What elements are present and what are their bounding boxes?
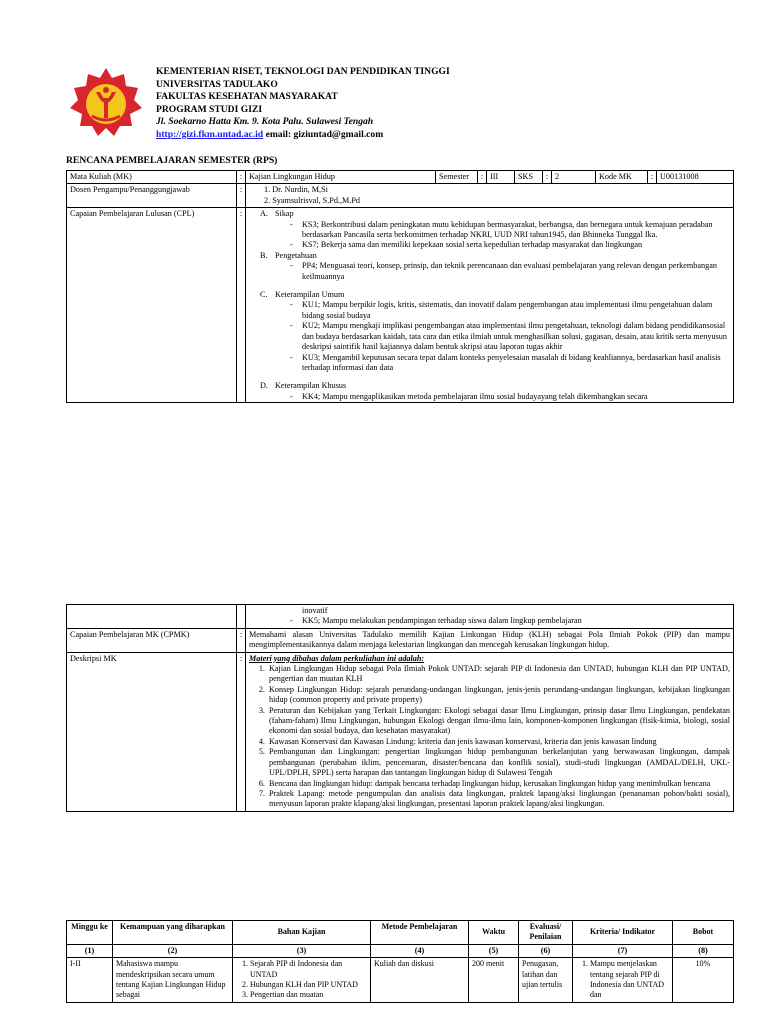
- cpl-item: - KS7; Bekerja sama dan memiliki kepekaan sosial serta kepedulian terhadap masyarakat dan lingkungan: [290, 240, 730, 250]
- cpl-section-d: D. Keterampilan Khusus - KK4; Mampu mengaplikasikan metoda pembelajaran ilmu sosial budayayang telah dikembangkan secara: [260, 381, 730, 402]
- schedule-index-row: (1) (2) (3) (4) (5) (6) (7) (8): [67, 944, 734, 957]
- sks-label: SKS: [515, 171, 543, 184]
- cpl-item: - PP4; Menguasai teori, konsep, prinsip, dan teknik perencanaan dan evaluasi pembelajaran yang relevan dengan perkembangan keilmuannya: [290, 261, 730, 282]
- mk-label: Mata Kuliah (MK): [67, 171, 237, 184]
- continued-line: inovatif: [302, 606, 328, 615]
- col-header: Evaluasi/ Penilaian: [519, 921, 573, 945]
- header-program: PROGRAM STUDI GIZI: [156, 103, 263, 115]
- cpl-item: - KS3; Berkontribusi dalam peningkatan mutu kehidupan bermasyarakat, berbangsa, dan bernegara untuk kemajuan peradaban berdasarkan Pancasila serta berkomitmen terhadap NKRI, UUD NRI tahun1945, dan Bhinneka Tunggal Ika.: [290, 220, 730, 241]
- bahan-cell: [233, 958, 371, 1003]
- kemampuan-cell: Mahasiswa mampu mendeskripsikan secara umum tentang Kajian Lingkungan Hidup sebagai: [113, 958, 233, 1003]
- cpmk-label: Capaian Pembelajaran MK (CPMK): [67, 628, 237, 652]
- kriteria-cell: [573, 958, 673, 1003]
- metode-cell: Kuliah dan diskusi: [371, 958, 469, 1003]
- bobot-cell: 10%: [673, 958, 734, 1003]
- cpl-section-b: B. Pengetahuan - PP4; Menguasai teori, konsep, prinsip, dan teknik perencanaan dan evaluasi pembelajaran yang relevan dengan perkembangan keilmuannya: [260, 251, 730, 282]
- cpmk-text: Memahami alasan Universitas Tadulako memilih Kajian Linkungan Hidup (KLH) sebagai Pola Ilmiah Pokok (PIP) dan mampu mengimplementasikannya dalam menjaga kelestarian lingkungan dan mencegah kerusakan lingkungan hidup.: [246, 628, 734, 652]
- deskripsi-item: 2. Konsep Lingkungan Hidup: sejarah perundang-undangan lingkungan, jenis-jenis perundang-undangan lingkungan, kebijakan lingkungan hidup (common property and private property): [267, 685, 730, 706]
- course-info-table: [66, 170, 734, 403]
- course-row: Mata Kuliah (MK) : Kajian Lingkungan Hidup Semester : III SKS : 2 Kode MK : U00131008: [67, 171, 734, 184]
- deskripsi-label: Deskripsi MK: [67, 652, 237, 811]
- header-address: Jl. Soekarno Hatta Km. 9. Kota Palu. Sulawesi Tengah: [156, 116, 374, 128]
- deskripsi-item: 7. Praktek Lapang: metode pengumpulan dan analisis data lingkungan, praktek lapang/aksi lingkungan (penanaman pohon/bakti sosial), menyusun laporan prakte klapang/aksi lingkungan, presentasi laporan praktek lapang/aksi lingkungan.: [267, 789, 730, 810]
- deskripsi-heading: Materi yang dibahas dalam perkuliahan ini adalah:: [249, 653, 425, 663]
- col-header: Bahan Kajian: [233, 921, 371, 945]
- header-ministry: KEMENTERIAN RISET, TEKNOLOGI DAN PENDIDIKAN TINGGI: [156, 66, 450, 77]
- week-cell: I-II: [67, 958, 113, 1003]
- deskripsi-item: 6. Bencana dan lingkungan hidup: dampak bencana terhadap lingkungan hidup, kerusakan lingkungan hidup yang menimbulkan bencana: [267, 779, 730, 789]
- bahan-item: 3. Pengertian dan muatan: [250, 990, 367, 1000]
- deskripsi-item: 3. Peraturan dan Kebijakan yang Terkait Lingkungan: Ekologi sebagai dasar Ilmu Lingkungan, prinsip dasar Ilmu Lingkungan, pendekatan (faham-faham) Ilmu Lingkungan, hubungan Ekologi dengan ilmu-ilmu lain, komponen-komponen lingkungan (fisik-kimia, biologi, sosial ekonomi dan sosial budaya, dan kesehatan masyarakat): [267, 706, 730, 737]
- dosen-label: Dosen Pengampu/Penanggungjawab: [67, 184, 237, 208]
- header-faculty: FAKULTAS KESEHATAN MASYARAKAT: [156, 91, 338, 103]
- cpl-item: - KU1; Mampu berpikir logis, kritis, sistematis, dan inovatif dalam pengembangan atau implementasi ilmu pengetahuan dalam bidang sosial budaya: [290, 300, 730, 321]
- semester-value: III: [487, 171, 515, 184]
- col-header: Kemampuan yang diharapkan: [113, 921, 233, 945]
- deskripsi-row: Deskripsi MK : Materi yang dibahas dalam perkuliahan ini adalah: 1. Kajian Lingkungan Hidup sebagai Pola Ilmiah Pokok UNTAD: sejarah PIP di Indonesia dan UNTAD, hubungan KLH dan PIP UNTAD, pengertian dan muatan KLH 2. Konsep Lingkungan Hidup: sejarah perundang-undangan lingkungan, jenis-jenis perundang-undangan lingkungan, kebijakan lingkungan hidup (common property and private property) 3. Peraturan dan Kebijakan yang Terkait Lingkungan: Ekologi sebagai dasar Ilmu Lingkungan, prinsip dasar Ilmu Lingkungan, pendekatan (faham-faham) Ilmu Lingkungan, hubungan Ekologi dengan ilmu-ilmu lain, komponen-komponen lingkungan (fisik-kimia, biologi, sosial ekonomi dan sosial budaya, dan kesehatan masyarakat) 4. Kawasan Konservasi dan Kawasan Lindung: kriteria dan jenis kawasan konservasi, kriteria dan jenis kawasan lindung 5. Pembangunan dan Lingkungan: pengertian lingkungan hidup pembangunan berkelanjutan yang berwawasan lingkungan, dampak pembangunan (perubahan iklim, pencemaran, disaster/bencana dan konflik sosial), studi-studi lingkungan (AMDAL/DELH, UKL-UPL/DPLH, SPPL) serta harapan dan tantangan lingkungan hidup di Sulawesi Tengah 6. Bencana dan lingkungan hidup: dampak bencana terhadap lingkungan hidup, kerusakan lingkungan hidup yang menimbulkan bencana 7. Praktek Lapang: metode pengumpulan dan analisis data lingkungan, praktek lapang/aksi lingkungan (penanaman pohon/bakti sosial), menyusun laporan prakte klapang/aksi lingkungan, presentasi laporan praktek lapang/aksi lingkungan.: [67, 652, 734, 811]
- col-header: Bobot: [673, 921, 734, 945]
- header-university: UNIVERSITAS TADULAKO: [156, 78, 278, 90]
- deskripsi-item: 1. Kajian Lingkungan Hidup sebagai Pola Ilmiah Pokok UNTAD: sejarah PIP di Indonesia dan UNTAD, hubungan KLH dan PIP UNTAD, pengertian dan muatan KLH: [267, 664, 730, 685]
- col-header: Kriteria/ Indikator: [573, 921, 673, 945]
- sks-value: 2: [552, 171, 596, 184]
- university-logo: [68, 64, 144, 140]
- mk-value: Kajian Lingkungan Hidup: [246, 171, 436, 184]
- course-description-table: [66, 604, 734, 812]
- deskripsi-content: [246, 652, 734, 811]
- dosen-item: 1. Dr. Nurdin, M,Si: [264, 185, 328, 195]
- cpl-item: - KU2; Mampu mengkaji implikasi pengembangan atau implementasi ilmu pengetahuan, teknologi dalam bidang pendidikansosial dan budaya berdasarkan kaidah, tata cara dan etika ilmiah untuk menghasilkan solusi, gagasan, desain, atau kritik serta menyusun deskripsi saintifik hasil kajiannya dalam bentuk skripsi atau laporan tugas akhir: [290, 321, 730, 352]
- cpl-item: - KU3; Mengambil keputusan secara tepat dalam konteks penyelesaian masalah di bidang keahliannya, berdasarkan hasil analisis terhadap informasi dan data: [290, 353, 730, 374]
- dosen-list: [246, 184, 734, 208]
- institution-header: [156, 66, 450, 142]
- waktu-cell: 200 menit: [469, 958, 519, 1003]
- cpl-item: - KK4; Mampu mengaplikasikan metoda pembelajaran ilmu sosial budayayang telah dikembangkan secara: [290, 392, 730, 402]
- bahan-item: 1. Sejarah PIP di Indonesia dan UNTAD: [250, 959, 367, 980]
- cpl-content: [246, 208, 734, 403]
- cpl-item: - KK5; Mampu melakukan pendampingan terhadap siswa dalam lingkup pembelajaran: [290, 616, 730, 626]
- col-header: Waktu: [469, 921, 519, 945]
- cpl-section-c: C. Keterampilan Umum - KU1; Mampu berpikir logis, kritis, sistematis, dan inovatif dalam pengembangan atau implementasi ilmu pengetahuan dalam bidang sosial budaya - KU2; Mampu mengkaji implikasi pengembangan atau implementasi ilmu pengetahuan, teknologi dalam bidang pendidikansosial dan budaya berdasarkan kaidah, tata cara dan etika ilmiah untuk menghasilkan solusi, gagasan, desain, atau kritik serta menyusun deskripsi saintifik hasil kajiannya dalam bentuk skripsi atau laporan tugas akhir - KU3; Mengambil keputusan secara tepat dalam konteks penyelesaian masalah di bidang keahliannya, berdasarkan hasil analisis terhadap informasi dan data: [260, 290, 730, 373]
- kode-label: Kode MK: [596, 171, 648, 184]
- website-link[interactable]: http://gizi.fkm.untad.ac.id: [156, 128, 264, 140]
- cpmk-row: Capaian Pembelajaran MK (CPMK) : Memahami alasan Universitas Tadulako memilih Kajian Linkungan Hidup (KLH) sebagai Pola Ilmiah Pokok (PIP) dan mampu mengimplementasikannya dalam menjaga kelestarian lingkungan dan mencegah kerusakan lingkungan hidup.: [67, 628, 734, 652]
- header-contact: [156, 129, 450, 142]
- kode-value: U00131008: [657, 171, 734, 184]
- dosen-item: 2. Syamsulrisval, S.Pd.,M.Pd: [264, 195, 360, 205]
- cpl-row: Capaian Pembelajaran Lulusan (CPL) : A. Sikap - KS3; Berkontribusi dalam peningkatan mutu kehidupan bermasyarakat, berbangsa, dan bernegara untuk kemajuan peradaban berdasarkan Pancasila serta berkomitmen terhadap NKRI, UUD NRI tahun1945, dan Bhinneka Tunggal Ika. - KS7; Bekerja sama dan memiliki kepekaan sosial serta kepedulian terhadap masyarakat dan lingkungan B. Pengetahuan - PP4; Menguasai teori, konsep, prinsip, dan teknik perencanaan dan evaluasi pembelajaran yang relevan dengan perkembangan keilmuannya C. Keterampilan Umum - KU1; Mampu berpikir logis, kritis, sistematis, dan inovatif dalam pengembangan atau implementasi ilmu pengetahuan dalam bidang sosial budaya - KU2; Mampu mengkaji implikasi pengembangan atau implementasi ilmu pengetahuan, teknologi dalam bidang pendidikansosial dan budaya berdasarkan kaidah, tata cara dan etika ilmiah untuk menghasilkan solusi, gagasan, desain, atau kritik serta menyusun deskripsi saintifik hasil kajiannya dalam bentuk skripsi atau laporan tugas akhir - KU3; Mengambil keputusan secara tepat dalam konteks penyelesaian masalah di bidang keahliannya, berdasarkan hasil analisis terhadap informasi dan data D. Keterampilan Khusus - KK4; Mampu mengaplikasikan metoda pembelajaran ilmu sosial budayayang telah dikembangkan secara: [67, 208, 734, 403]
- col-header: Metode Pembelajaran: [371, 921, 469, 945]
- dosen-row: Dosen Pengampu/Penanggungjawab : 1. Dr. Nurdin, M,Si 2. Syamsulrisval, S.Pd.,M.Pd: [67, 184, 734, 208]
- cpl-continued: [246, 605, 734, 629]
- evaluasi-cell: Penugasan, latihan dan ujian tertulis: [519, 958, 573, 1003]
- cpl-label: Capaian Pembelajaran Lulusan (CPL): [67, 208, 237, 403]
- kriteria-item: 1. Mampu menjelaskan tentang sejarah PIP di Indonesia dan UNTAD dan: [590, 959, 669, 1001]
- bahan-item: 2. Hubungan KLH dan PIP UNTAD: [250, 980, 367, 990]
- schedule-header-row: [67, 921, 734, 945]
- table-row: [67, 958, 734, 1003]
- email-text: email: giziuntad@gmail.com: [265, 128, 384, 140]
- cpl-continued-row: [67, 605, 734, 629]
- deskripsi-item: 5. Pembangunan dan Lingkungan: pengertian lingkungan hidup pembangunan berkelanjutan yang berwawasan lingkungan, dampak pembangunan (perubahan iklim, pencemaran, disaster/bencana dan konflik sosial), studi-studi lingkungan (AMDAL/DELH, UKL-UPL/DPLH, SPPL) serta harapan dan tantangan lingkungan hidup di Sulawesi Tengah: [267, 747, 730, 778]
- deskripsi-item: 4. Kawasan Konservasi dan Kawasan Lindung: kriteria dan jenis kawasan konservasi, kriteria dan jenis kawasan lindung: [267, 737, 730, 747]
- col-header: Minggu ke: [67, 921, 113, 945]
- page-title: RENCANA PEMBELAJARAN SEMESTER (RPS): [66, 155, 278, 166]
- semester-label: Semester: [436, 171, 478, 184]
- cpl-section-a: A. Sikap - KS3; Berkontribusi dalam peningkatan mutu kehidupan bermasyarakat, berbangsa, dan bernegara untuk kemajuan peradaban berdasarkan Pancasila serta berkomitmen terhadap NKRI, UUD NRI tahun1945, dan Bhinneka Tunggal Ika. - KS7; Bekerja sama dan memiliki kepekaan sosial serta kepedulian terhadap masyarakat dan lingkungan: [260, 209, 730, 251]
- schedule-table: [66, 920, 734, 1003]
